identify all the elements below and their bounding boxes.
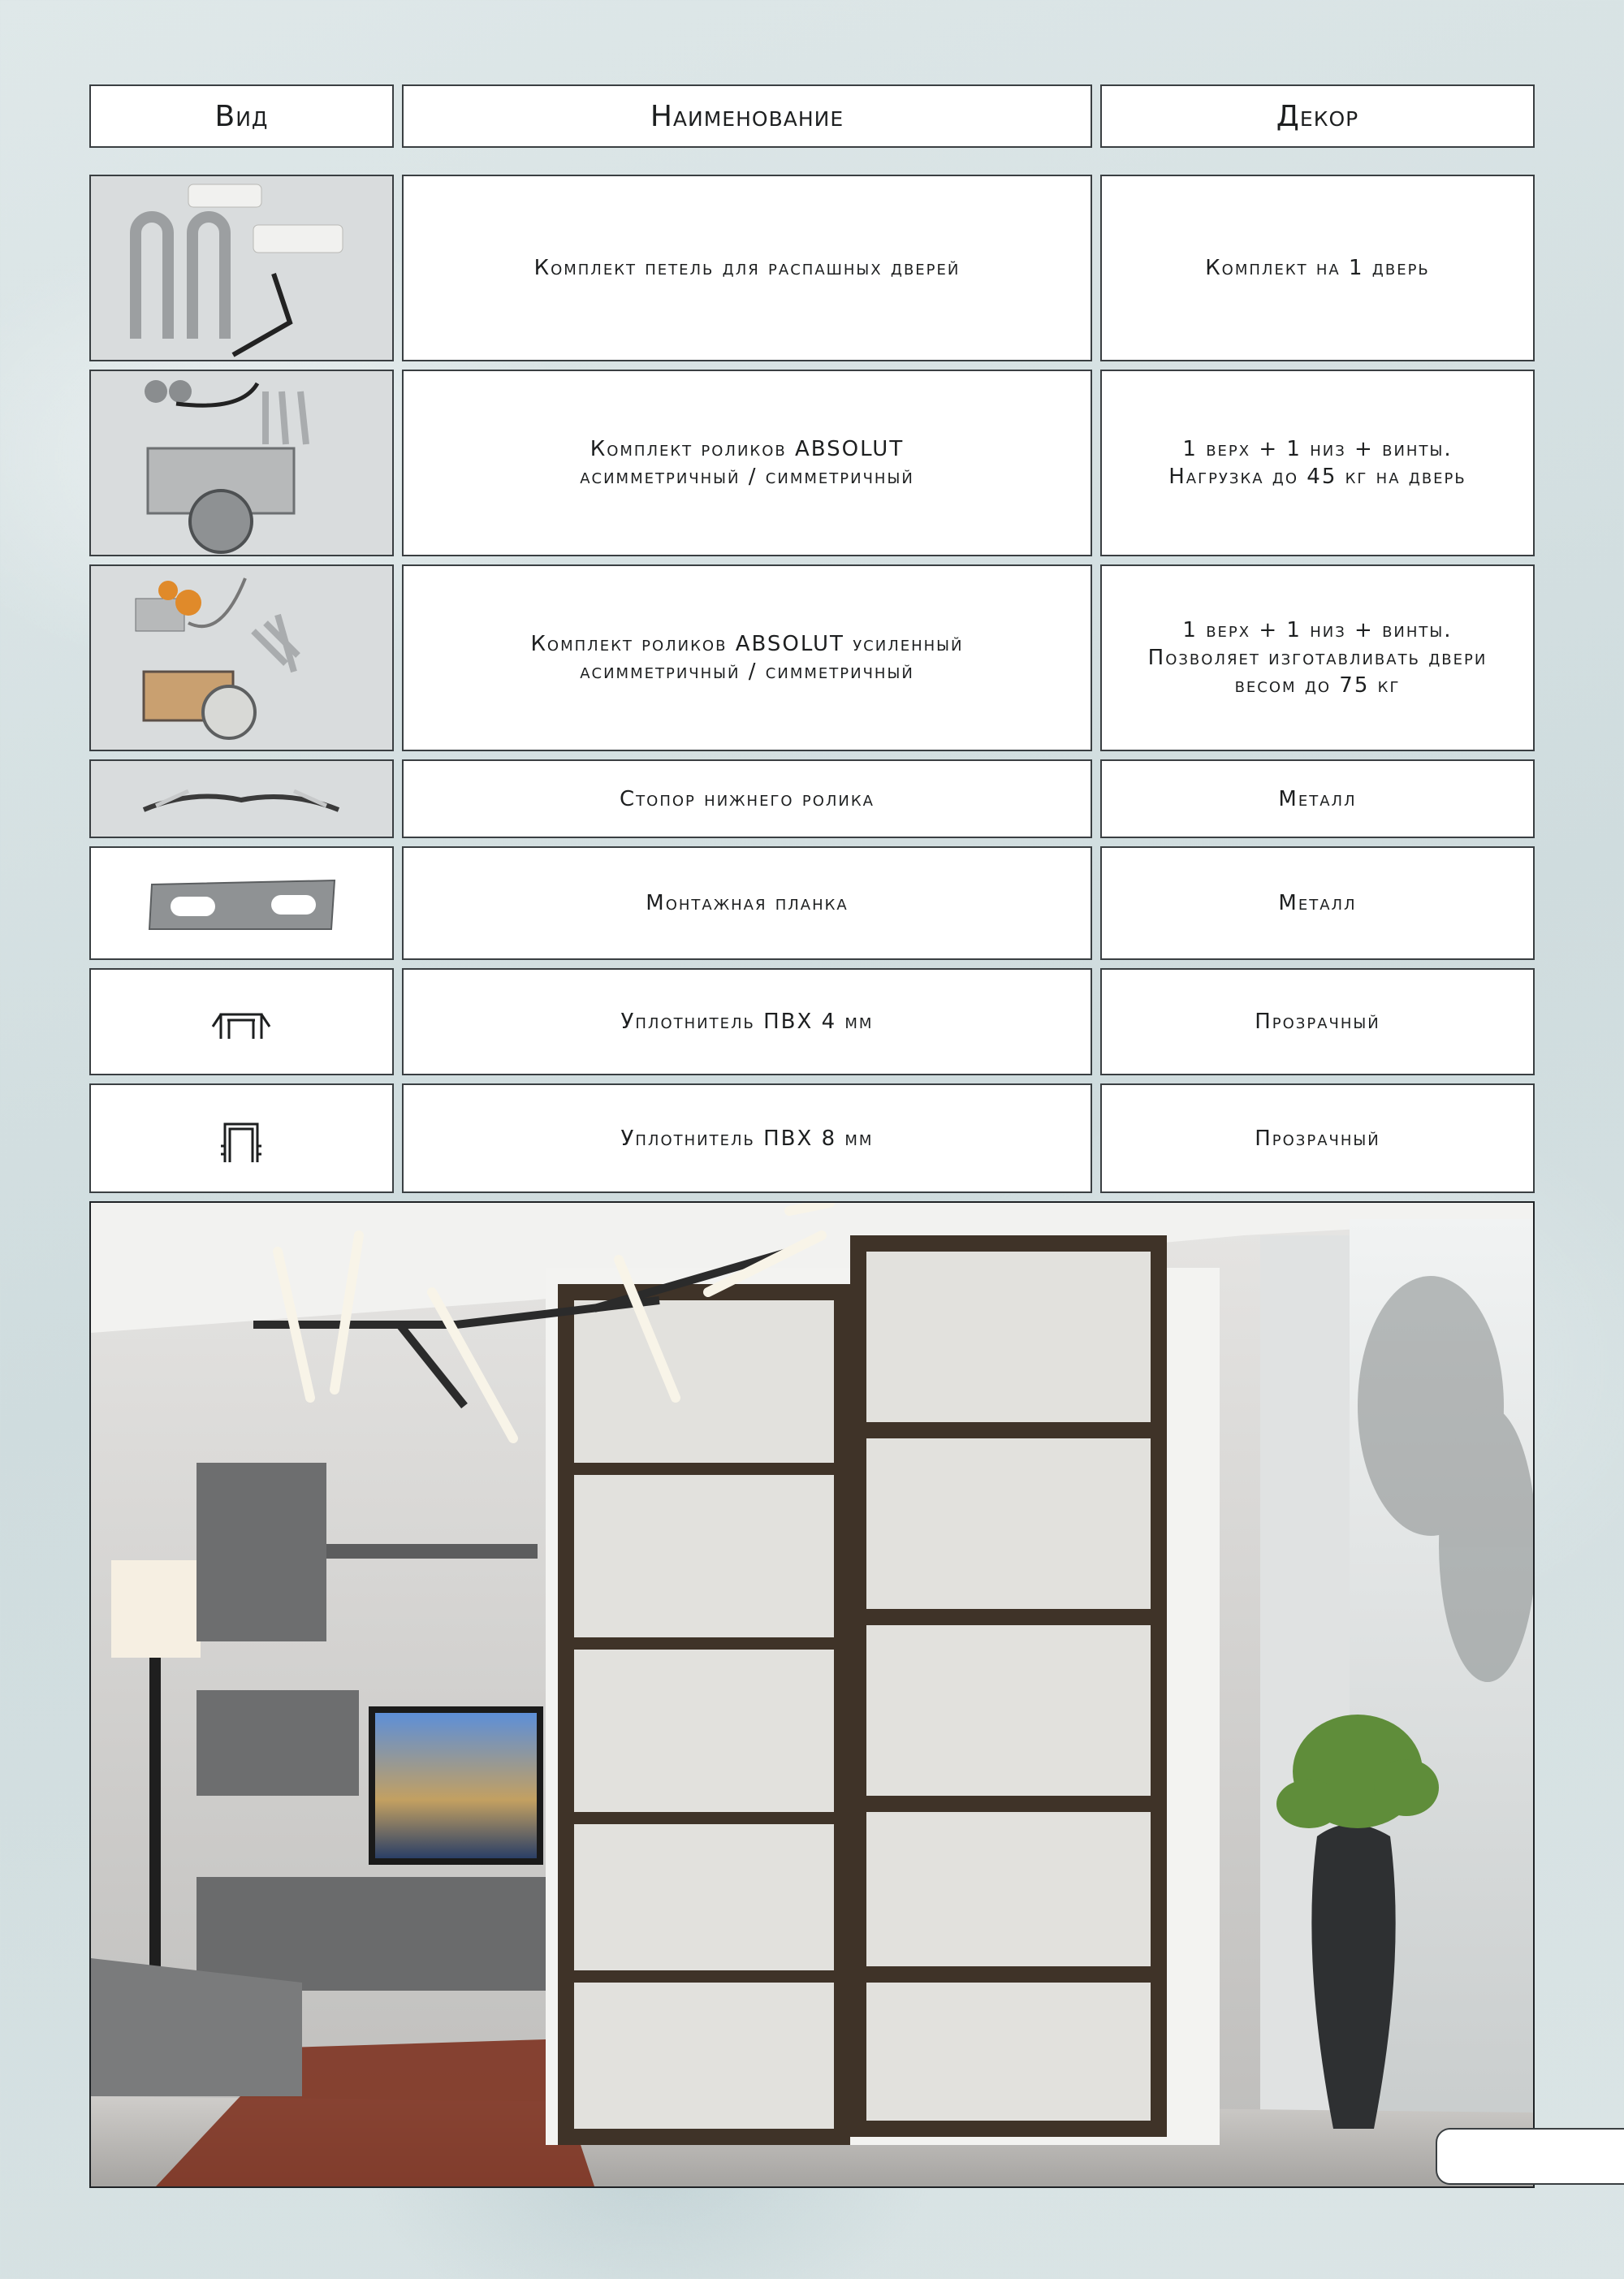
page-tab — [1436, 2128, 1624, 2185]
row-decor-hinge-set — [1100, 175, 1535, 361]
name-line: Уплотнитель ПВХ 8 мм — [620, 1126, 874, 1151]
decor-line: Нагрузка до 45 кг на дверь — [1168, 465, 1466, 489]
decor-line: Прозрачный — [1255, 1126, 1380, 1151]
name-line: Комплект роликов ABSOLUT — [590, 437, 905, 461]
seal-4mm-profile-icon — [91, 970, 392, 1074]
header-name: Наименование — [402, 84, 1092, 148]
row-image-seal-8mm — [89, 1083, 394, 1193]
seal-8mm-profile-icon — [91, 1085, 392, 1191]
roller-stopper-icon — [91, 761, 392, 837]
row-image-roller-set-reinforced — [89, 564, 394, 751]
name-line: Уплотнитель ПВХ 4 мм — [620, 1010, 874, 1034]
row-image-seal-4mm — [89, 968, 394, 1075]
decor-line: 1 верх + 1 низ + винты. — [1182, 618, 1453, 642]
mounting-plate-icon — [91, 848, 392, 958]
name-line: Монтажная планка — [646, 891, 849, 915]
interior-wardrobe-photo — [89, 1201, 1535, 2188]
row-image-roller-stopper — [89, 759, 394, 838]
roller-set-icon — [91, 371, 392, 555]
header-decor: Декор — [1100, 84, 1535, 148]
row-decor-roller-set-reinforced — [1100, 564, 1535, 751]
decor-line: Металл — [1278, 786, 1357, 811]
row-name-mounting-plate — [402, 846, 1092, 960]
name-line: Комплект петель для распашных дверей — [533, 256, 961, 280]
header-view: Вид — [89, 84, 394, 148]
row-image-roller-set — [89, 370, 394, 556]
decor-line: 1 верх + 1 низ + винты. — [1182, 437, 1453, 461]
row-decor-seal-4mm — [1100, 968, 1535, 1075]
row-decor-mounting-plate — [1100, 846, 1535, 960]
row-name-hinge-set — [402, 175, 1092, 361]
decor-line: Металл — [1278, 891, 1357, 915]
name-line: Комплект роликов ABSOLUT усиленный — [530, 632, 964, 656]
row-name-seal-8mm — [402, 1083, 1092, 1193]
row-decor-seal-8mm — [1100, 1083, 1535, 1193]
row-image-hinge-set — [89, 175, 394, 361]
row-decor-roller-set — [1100, 370, 1535, 556]
roller-set-reinforced-icon — [91, 566, 392, 750]
decor-line: Комплект на 1 дверь — [1205, 256, 1430, 280]
decor-line: весом до 75 кг — [1234, 673, 1401, 698]
name-line: асимметричный / симметричный — [580, 465, 914, 489]
row-name-roller-set-reinforced — [402, 564, 1092, 751]
decor-line: Прозрачный — [1255, 1010, 1380, 1034]
decor-line: Позволяет изготавливать двери — [1147, 646, 1488, 670]
row-name-roller-set — [402, 370, 1092, 556]
hinge-set-icon — [91, 176, 392, 360]
row-decor-roller-stopper — [1100, 759, 1535, 838]
name-line: асимметричный / симметричный — [580, 659, 914, 684]
row-name-seal-4mm — [402, 968, 1092, 1075]
row-name-roller-stopper — [402, 759, 1092, 838]
name-line: Стопор нижнего ролика — [620, 786, 875, 811]
row-image-mounting-plate — [89, 846, 394, 960]
